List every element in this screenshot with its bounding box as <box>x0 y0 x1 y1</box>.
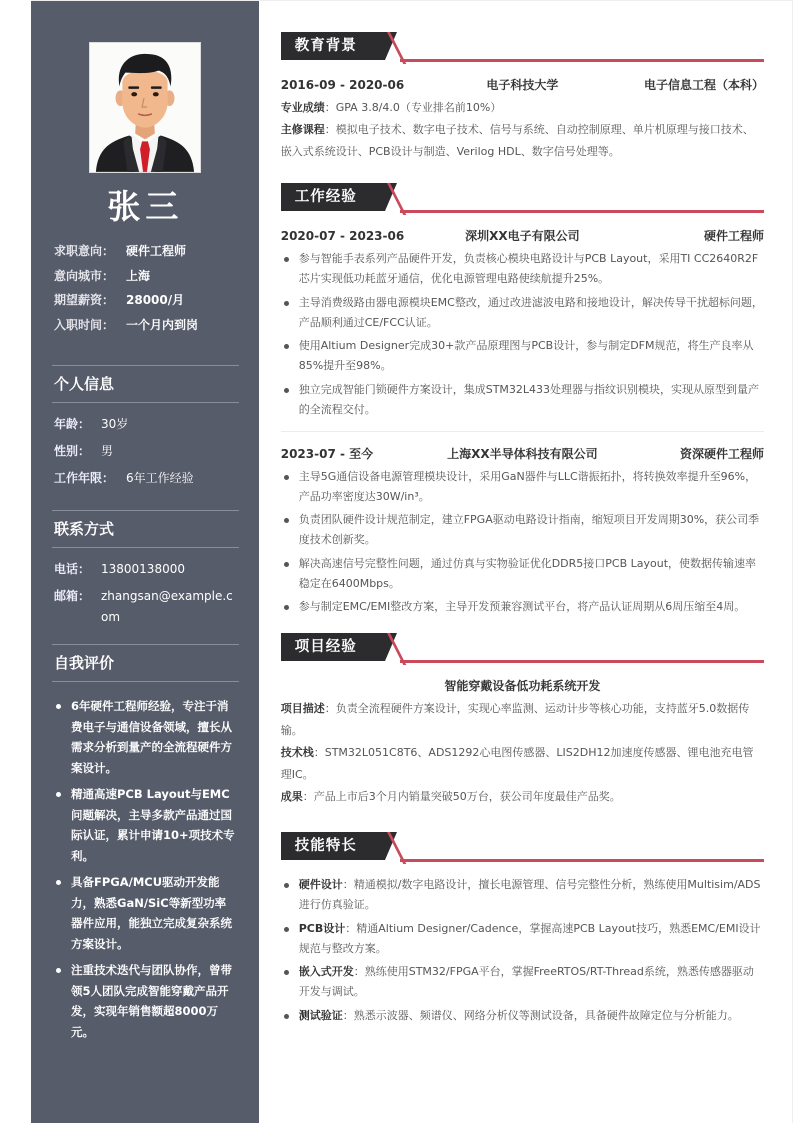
education-section <box>281 32 764 163</box>
intent-position <box>54 239 239 264</box>
skill-label: 测试验证 <box>298 1008 343 1022</box>
stack-value: ：STM32L051C8T6、ADS1292心电图传感器、LIS2DH12加速度传感器、锂电池充电管理IC。 <box>280 746 754 781</box>
skill-value: ：熟悉示波器、频谱仪、网络分析仪等测试设备，具备硬件故障定位与分析能力。 <box>342 1008 739 1022</box>
list-item: 参与制定EMC/EMI整改方案，主导开发预兼容测试平台，将产品认证周期从6周压缩至4周。 <box>281 597 764 617</box>
section-title: 联系方式 <box>52 510 239 548</box>
list-item: 参与智能手表系列产品硬件开发，负责核心模块电路设计与PCB Layout，采用TI CC2640R2F芯片实现低功耗蓝牙通信，优化电源管理电路使续航提升25%。 <box>281 249 764 289</box>
contact-label: 邮箱： <box>54 589 91 603</box>
intent-value: 上海 <box>126 268 151 283</box>
info-label: 年龄： <box>54 417 91 431</box>
header-underline <box>400 210 764 213</box>
personal-info-list <box>52 403 239 492</box>
project-tech-stack <box>281 742 764 786</box>
list-item: 主导5G通信设备电源管理模块设计，采用GaN器件与LLC谐振拓扑，将转换效率提升至96%，产品功率密度达30W/in³。 <box>281 467 764 507</box>
intent-salary <box>54 288 239 313</box>
skill-value: ：精通模拟/数字电路设计，擅长电源管理、信号完整性分析，熟练使用Multisim/ADS进行仿真验证。 <box>298 878 761 911</box>
info-label: 性别： <box>54 444 91 458</box>
gpa-label: 专业成绩 <box>280 101 325 114</box>
avatar-illustration-icon <box>90 43 200 172</box>
contact-label: 电话： <box>54 562 91 576</box>
skill-label: 嵌入式开发 <box>298 965 354 978</box>
email-value[interactable]: zhangsan@example.com <box>101 589 233 624</box>
candidate-name: 张三 <box>107 187 184 226</box>
info-value: 6年工作经验 <box>126 471 194 485</box>
self-evaluation-section <box>52 644 239 1042</box>
skill-item <box>281 875 764 915</box>
job-bullets <box>281 249 764 420</box>
section-header <box>281 183 764 212</box>
intent-start-date <box>54 313 239 338</box>
list-item: 6年硬件工程师经验，专注于消费电子与通信设备领域，擅长从需求分析到量产的全流程硬件方案设计。 <box>54 696 239 778</box>
job-role: 硬件工程师 <box>703 229 764 243</box>
courses-label: 主修课程 <box>280 123 325 136</box>
skill-value: ：精通Altium Designer/Cadence，掌握高速PCB Layout技巧，熟悉EMC/EMI设计规范与整改方案。 <box>298 921 761 955</box>
gpa-line <box>281 97 764 119</box>
section-header <box>281 633 764 662</box>
list-item: 独立完成智能门锁硬件方案设计，集成STM32L433处理器与指纹识别模块，实现从原型到量产的全流程交付。 <box>281 380 764 420</box>
main-content <box>259 1 792 1123</box>
info-value: 男 <box>101 444 114 458</box>
work-section <box>281 183 764 617</box>
stack-label: 技术栈 <box>280 746 314 759</box>
list-item: 精通高速PCB Layout与EMC问题解决，主导多款产品通过国际认证，累计申请10+项技术专利。 <box>54 784 239 866</box>
intent-value: 一个月内到岗 <box>126 317 199 332</box>
skill-value: ：熟练使用STM32/FPGA平台，掌握FreeRTOS/RT-Thread系统，熟悉传感器驱动开发与调试。 <box>298 965 754 998</box>
intent-label: 求职意向： <box>54 244 115 258</box>
header-underline <box>400 59 764 62</box>
project-name: 智能穿戴设备低功耗系统开发 <box>444 679 601 693</box>
section-title: 技能特长 <box>281 832 385 860</box>
job-header <box>281 226 764 246</box>
list-item: 解决高速信号完整性问题，通过仿真与实物验证优化DDR5接口PCB Layout，使数据传输速率稳定在6400Mbps。 <box>281 554 764 594</box>
contact-email <box>54 583 239 628</box>
info-label: 工作年限： <box>54 471 115 485</box>
info-value: 30岁 <box>101 417 129 431</box>
list-item: 使用Altium Designer完成30+款产品原理图与PCB设计，参与制定DFM规范，将生产良率从85%提升至98%。 <box>281 336 764 376</box>
section-title: 自我评价 <box>52 644 239 682</box>
intent-value: 硬件工程师 <box>126 244 187 258</box>
personal-info-section <box>52 365 239 492</box>
gpa-value: ：GPA 3.8/4.0（专业排名前10%） <box>324 101 502 114</box>
avatar <box>89 42 201 173</box>
job-bullets <box>281 467 764 618</box>
section-title: 工作经验 <box>281 183 385 211</box>
job-period: 2023-07 - 至今 <box>280 446 374 461</box>
sidebar <box>31 1 259 1123</box>
info-years <box>54 465 239 492</box>
list-item: 具备FPGA/MCU驱动开发能力，熟悉GaN/SiC等新型功率器件应用，能独立完成复杂系统方案设计。 <box>54 872 239 954</box>
section-title: 个人信息 <box>52 365 239 403</box>
job-intent-list <box>52 239 239 337</box>
intent-city <box>54 264 239 289</box>
section-header <box>281 832 764 861</box>
skill-item <box>281 1006 764 1026</box>
info-age <box>54 411 239 438</box>
result-value: ：产品上市后3个月内销量突破50万台，获公司年度最佳产品奖。 <box>302 790 621 803</box>
list-item: 负责团队硬件设计规范制定，建立FPGA驱动电路设计指南，缩短项目开发周期30%，获公司季度技术创新奖。 <box>281 510 764 550</box>
job-period: 2020-07 - 2023-06 <box>280 229 405 243</box>
job-role: 资深硬件工程师 <box>679 446 764 461</box>
header-underline <box>400 859 764 862</box>
info-gender <box>54 438 239 465</box>
contact-section <box>52 510 239 628</box>
job-header <box>281 444 764 464</box>
result-label: 成果 <box>280 790 303 803</box>
project-result <box>281 786 764 808</box>
contact-list <box>52 548 239 628</box>
education-row <box>281 75 764 95</box>
intent-label: 意向城市： <box>54 268 115 283</box>
project-section <box>281 633 764 808</box>
list-item: 主导消费级路由器电源模块EMC整改，通过改进滤波电路和接地设计，解决传导干扰超标问题，产品顺利通过CE/FCC认证。 <box>281 293 764 333</box>
major: 电子信息工程（本科） <box>643 78 764 92</box>
section-title: 教育背景 <box>281 32 385 60</box>
courses-line <box>281 119 764 163</box>
desc-label: 项目描述 <box>280 702 325 715</box>
skills-list <box>281 875 764 1026</box>
skill-label: PCB设计 <box>298 921 346 935</box>
intent-value: 28000/月 <box>126 293 185 307</box>
company-name: 深圳XX电子有限公司 <box>465 229 580 243</box>
phone-value[interactable]: 13800138000 <box>101 562 185 576</box>
skill-item <box>281 919 764 959</box>
list-item: 注重技术迭代与团队协作，曾带领5人团队完成智能穿戴产品开发，实现年销售额超8000万元。 <box>54 960 239 1042</box>
project-description <box>281 698 764 742</box>
company-name: 上海XX半导体科技有限公司 <box>447 446 598 461</box>
self-evaluation-list <box>52 682 239 1042</box>
school-name: 电子科技大学 <box>486 78 559 92</box>
intent-label: 入职时间： <box>54 317 115 332</box>
header-underline <box>400 660 764 663</box>
skill-item <box>281 962 764 1002</box>
job-entry <box>281 226 764 420</box>
skills-section <box>281 832 764 1026</box>
skill-label: 硬件设计 <box>298 878 343 891</box>
section-title: 项目经验 <box>281 633 385 661</box>
section-header <box>281 32 764 61</box>
resume-page <box>31 0 793 1123</box>
desc-value: ：负责全流程硬件方案设计，实现心率监测、运动计步等核心功能，支持蓝牙5.0数据传输。 <box>280 702 750 737</box>
job-divider <box>281 431 764 432</box>
contact-phone <box>54 556 239 583</box>
intent-label: 期望薪资： <box>54 293 115 307</box>
education-period: 2016-09 - 2020-06 <box>280 78 405 92</box>
courses-value: ：模拟电子技术、数字电子技术、信号与系统、自动控制原理、单片机原理与接口技术、嵌入式系统设计、PCB设计与制造、Verilog HDL、数字信号处理等。 <box>280 123 754 158</box>
job-entry <box>281 444 764 618</box>
